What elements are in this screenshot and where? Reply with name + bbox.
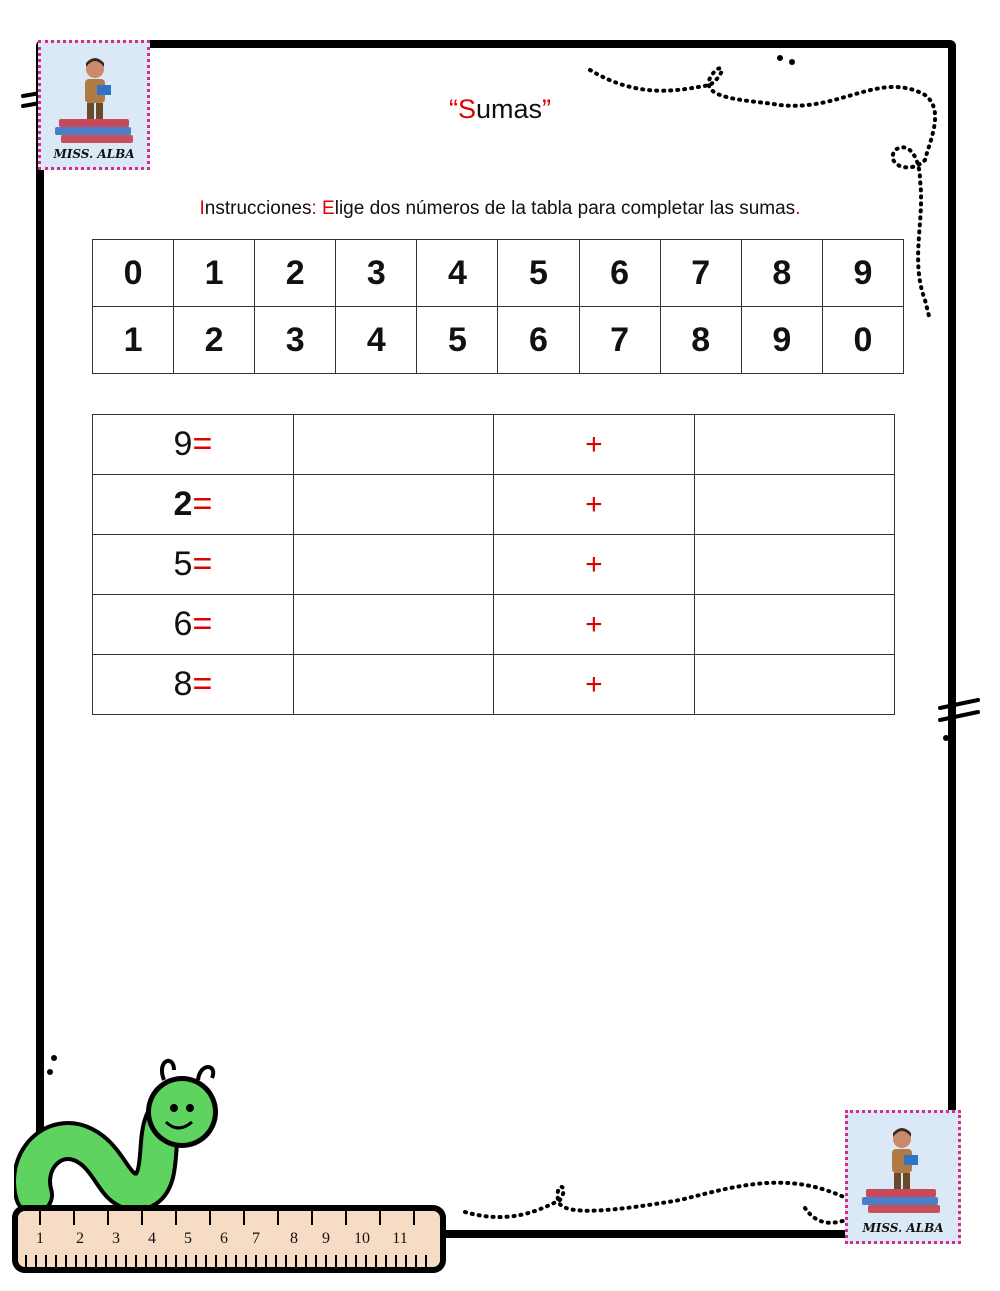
instructions-text: lige dos números de la tabla para completar las sumas [334, 198, 796, 219]
sum-target-cell [93, 595, 294, 655]
answer-drop-zone-a[interactable] [293, 655, 493, 715]
ruler-number: 5 [184, 1230, 192, 1247]
page-title [0, 94, 1000, 125]
instructions-initial: I [199, 198, 205, 219]
answer-drop-zone-b[interactable] [694, 595, 894, 655]
ruler-number: 4 [148, 1230, 156, 1247]
ruler-number: 10 [354, 1230, 370, 1247]
ruler-icon [12, 1205, 446, 1275]
equals-sign: = [192, 545, 213, 583]
sum-row [93, 595, 895, 655]
sum-row [93, 475, 895, 535]
books-icon [55, 117, 135, 145]
sum-target: 2 [173, 485, 193, 523]
number-cell[interactable]: 2 [255, 240, 336, 307]
sum-target: 5 [173, 545, 193, 583]
answer-drop-zone-a[interactable] [293, 595, 493, 655]
title-first-letter: S [457, 94, 476, 124]
equals-sign: = [192, 605, 213, 643]
number-cell[interactable]: 4 [417, 240, 498, 307]
worm-icon [14, 1050, 224, 1210]
number-cell[interactable]: 4 [336, 307, 417, 374]
number-table [92, 239, 904, 374]
number-cell[interactable]: 0 [93, 240, 174, 307]
plus-sign: + [494, 415, 695, 475]
badge-label: MISS. ALBA [53, 147, 135, 161]
number-cell[interactable]: 8 [741, 240, 822, 307]
instructions [0, 198, 1000, 220]
ruler-number: 2 [76, 1230, 84, 1247]
title-close-quote: ” [542, 94, 552, 124]
title-rest: umas [475, 94, 543, 124]
sum-row [93, 535, 895, 595]
plus-sign: + [494, 655, 695, 715]
sum-target: 8 [173, 665, 193, 703]
ruler-number: 3 [112, 1230, 120, 1247]
number-table-row [93, 240, 904, 307]
teacher-badge-top [38, 40, 150, 170]
decorative-scribble-right [936, 692, 986, 744]
badge-label: MISS. ALBA [862, 1221, 944, 1235]
instructions-e: E [322, 198, 335, 219]
sum-target-cell [93, 535, 294, 595]
answer-drop-zone-a[interactable] [293, 535, 493, 595]
number-cell[interactable]: 3 [336, 240, 417, 307]
number-cell[interactable]: 9 [822, 240, 903, 307]
ruler-number: 8 [290, 1230, 298, 1247]
decorative-dotted-swirl-bottom [460, 1160, 860, 1240]
number-cell[interactable]: 1 [174, 240, 255, 307]
sum-target-cell [93, 655, 294, 715]
equals-sign: = [192, 485, 213, 523]
answer-drop-zone-b[interactable] [694, 475, 894, 535]
equals-sign: = [192, 425, 213, 463]
number-cell[interactable]: 9 [741, 307, 822, 374]
answer-drop-zone-b[interactable] [694, 415, 894, 475]
ruler-number: 1 [36, 1230, 44, 1247]
number-cell[interactable]: 7 [660, 240, 741, 307]
instructions-colon: : [311, 198, 317, 219]
number-cell[interactable]: 8 [660, 307, 741, 374]
plus-sign: + [494, 535, 695, 595]
plus-sign: + [494, 475, 695, 535]
number-cell[interactable]: 5 [417, 307, 498, 374]
sum-target: 9 [173, 425, 193, 463]
number-cell[interactable]: 6 [579, 240, 660, 307]
number-cell[interactable]: 7 [579, 307, 660, 374]
number-cell[interactable]: 3 [255, 307, 336, 374]
instructions-period: . [795, 198, 801, 219]
sum-target-cell [93, 415, 294, 475]
ruler-number: 6 [220, 1230, 228, 1247]
sum-target-cell [93, 475, 294, 535]
sum-row [93, 655, 895, 715]
sums-table [92, 414, 895, 715]
teacher-badge-bottom [845, 1110, 961, 1244]
sum-row [93, 415, 895, 475]
answer-drop-zone-b[interactable] [694, 535, 894, 595]
number-cell[interactable]: 0 [822, 307, 903, 374]
number-table-row [93, 307, 904, 374]
number-cell[interactable]: 6 [498, 307, 579, 374]
plus-sign: + [494, 595, 695, 655]
ruler-number: 7 [252, 1230, 260, 1247]
answer-drop-zone-a[interactable] [293, 475, 493, 535]
answer-drop-zone-a[interactable] [293, 415, 493, 475]
books-icon [862, 1187, 942, 1215]
number-cell[interactable]: 2 [174, 307, 255, 374]
number-cell[interactable]: 1 [93, 307, 174, 374]
ruler-number: 11 [392, 1230, 408, 1247]
equals-sign: = [192, 665, 213, 703]
answer-drop-zone-b[interactable] [694, 655, 894, 715]
number-cell[interactable]: 5 [498, 240, 579, 307]
title-open-quote: “ [448, 94, 458, 124]
sum-target: 6 [173, 605, 193, 643]
instructions-label: nstrucciones [204, 198, 312, 219]
ruler-number: 9 [322, 1230, 330, 1247]
